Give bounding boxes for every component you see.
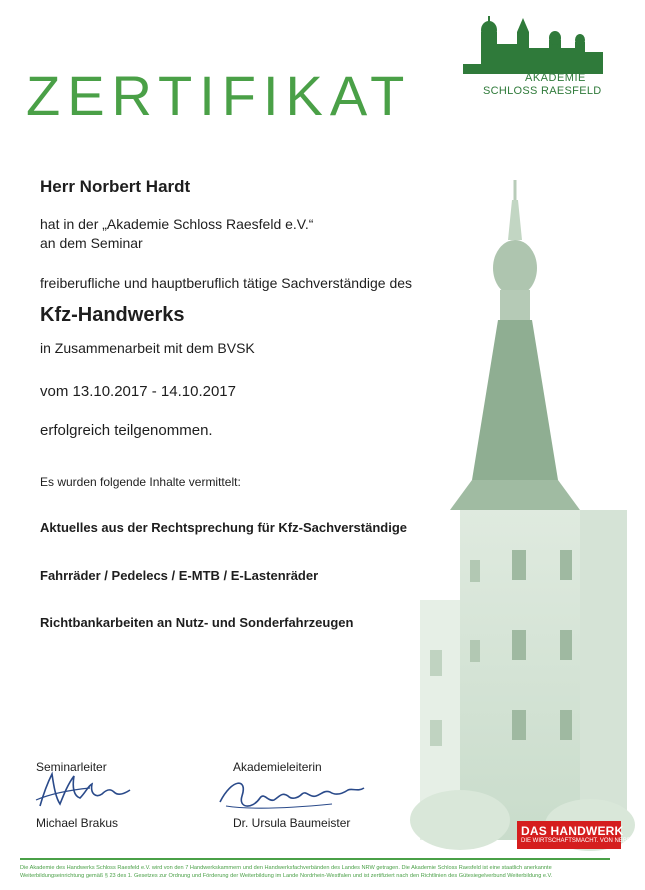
signature-right-name: Dr. Ursula Baumeister	[233, 816, 351, 830]
logo-text-akademie: AKADEMIE	[525, 72, 586, 84]
signature-left-handwriting	[30, 764, 140, 814]
badge-main-text: DAS HANDWERK	[521, 824, 624, 838]
topic-item: Fahrräder / Pedelecs / E-MTB / E-Lastenräder	[40, 568, 319, 583]
body-line-audience: freiberufliche und hauptberuflich tätige Sachverständige des	[40, 275, 413, 291]
akademie-logo	[463, 14, 603, 97]
body-line-academy: hat in der „Akademie Schloss Raesfeld e.V.“	[40, 216, 314, 232]
castle-logo-icon	[463, 14, 603, 74]
signature-right-role: Akademieleiterin	[233, 760, 322, 774]
course-name: Kfz-Handwerks	[40, 304, 185, 326]
castle-tower-watermark	[420, 180, 627, 840]
signature-left-name: Michael Brakus	[36, 816, 119, 830]
seminar-dates: vom 13.10.2017 - 14.10.2017	[40, 383, 236, 400]
logo-text-schloss-raesfeld: SCHLOSS RAESFELD	[483, 85, 602, 97]
contents-intro: Es wurden folgende Inhalte vermittelt:	[40, 475, 241, 489]
topic-item: Aktuelles aus der Rechtsprechung für Kfz-Sachverständige	[40, 520, 407, 535]
badge-sub-text: DIE WIRTSCHAFTSMACHT. VON NEBENAN.	[521, 838, 645, 844]
signature-left-role: Seminarleiter	[36, 760, 107, 774]
recipient-name: Herr Norbert Hardt	[40, 177, 191, 196]
body-line-seminar: an dem Seminar	[40, 235, 143, 251]
footer-divider	[20, 858, 610, 860]
signature-right-handwriting	[212, 772, 372, 816]
das-handwerk-badge	[517, 821, 645, 849]
certificate-title: ZERTIFIKAT	[26, 64, 412, 127]
body-line-completion: erfolgreich teilgenommen.	[40, 422, 213, 439]
body-line-partner: in Zusammenarbeit mit dem BVSK	[40, 340, 255, 356]
topic-item: Richtbankarbeiten an Nutz- und Sonderfahrzeugen	[40, 615, 354, 630]
footer-text: Die Akademie des Handwerks Schloss Raesfeld e.V. wird von den 7 Handwerkskammern und den Handwerksfachverbänden des Landes NRW getragen. Die Akademie Schloss Raesfeld ist eine staatlich anerkannte Weiterbildungseinrichtung gemäß § 23 des 1. Gesetzes zur Ordnung und Förderung der Weiterbildung im Lande Nordrhein-Westfalen und ist zertifiziert nach den Richtlinien des Gütesiegelverbund Weiterbildung e.V.	[20, 865, 553, 879]
